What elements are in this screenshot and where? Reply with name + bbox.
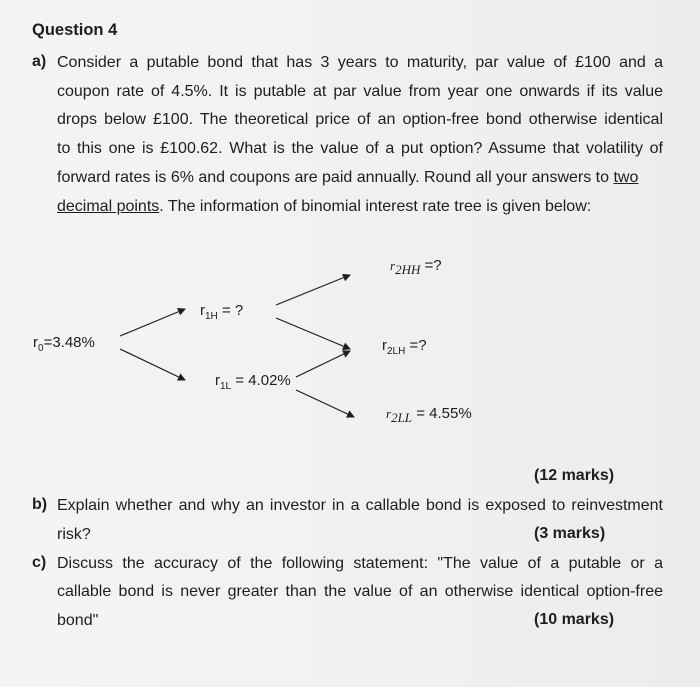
part-a-line-3: drops below £100. The theoretical price of an option-free bond otherwise identical	[57, 111, 663, 128]
part-a-line-4: to this one is £100.62. What is the value of a put option? Assume that volatility of	[57, 140, 663, 157]
part-c-marks: (10 marks)	[534, 611, 615, 628]
part-a-marks: (12 marks)	[534, 467, 615, 484]
part-a-line-5-text: forward rates is 6% and coupons are paid annually. Round all your answers to	[57, 169, 610, 186]
arrow-r0-to-r1l	[120, 349, 185, 380]
node-r0: $r_0=3.48\%$	[33, 334, 95, 354]
node-r2ll: r2LL = 4.55%	[386, 405, 472, 425]
node-r1l: $r_{1L} = 4.02\%$	[215, 372, 291, 392]
node-r2lh: $r_{2LH}$ =?	[382, 337, 427, 357]
arrow-r1l-to-r2ll	[296, 390, 354, 417]
part-b-label: b)	[32, 496, 48, 513]
question-heading: Question 4	[32, 21, 118, 39]
arrow-r1h-to-r2lh	[276, 318, 350, 349]
part-c-line-1: Discuss the accuracy of the following statement: "The value of a putable or a	[57, 555, 663, 572]
node-r2hh: r2HH =?	[390, 257, 442, 277]
part-b-line-1: Explain whether and why an investor in a callable bond is exposed to reinvestment	[57, 497, 663, 514]
part-b-marks: (3 marks)	[534, 525, 606, 542]
part-a-line-2: coupon rate of 4.5%. It is putable at par value from year one onwards if its value	[57, 83, 663, 100]
part-c-label: c)	[32, 554, 47, 571]
part-a-line-1: Consider a putable bond that has 3 years to maturity, par value of £100 and a	[57, 54, 663, 71]
node-r1h: $r_{1H}$ = ?	[200, 302, 244, 322]
part-c-line-3: bond"	[57, 612, 99, 629]
arrow-r1l-to-r2lh	[296, 351, 350, 377]
arrow-r1h-to-r2hh	[276, 275, 350, 305]
part-a-label: a)	[32, 53, 47, 70]
underlined-two: two	[613, 169, 639, 186]
part-b-line-2: risk?	[57, 526, 91, 543]
arrow-r0-to-r1h	[120, 309, 185, 336]
part-c-line-2: callable bond is never greater than the value of an otherwise identical option-free	[57, 583, 663, 600]
part-a-line-6-text: . The information of binomial interest rate tree is given below:	[159, 198, 592, 215]
underlined-decimal-points: decimal points	[57, 198, 160, 215]
